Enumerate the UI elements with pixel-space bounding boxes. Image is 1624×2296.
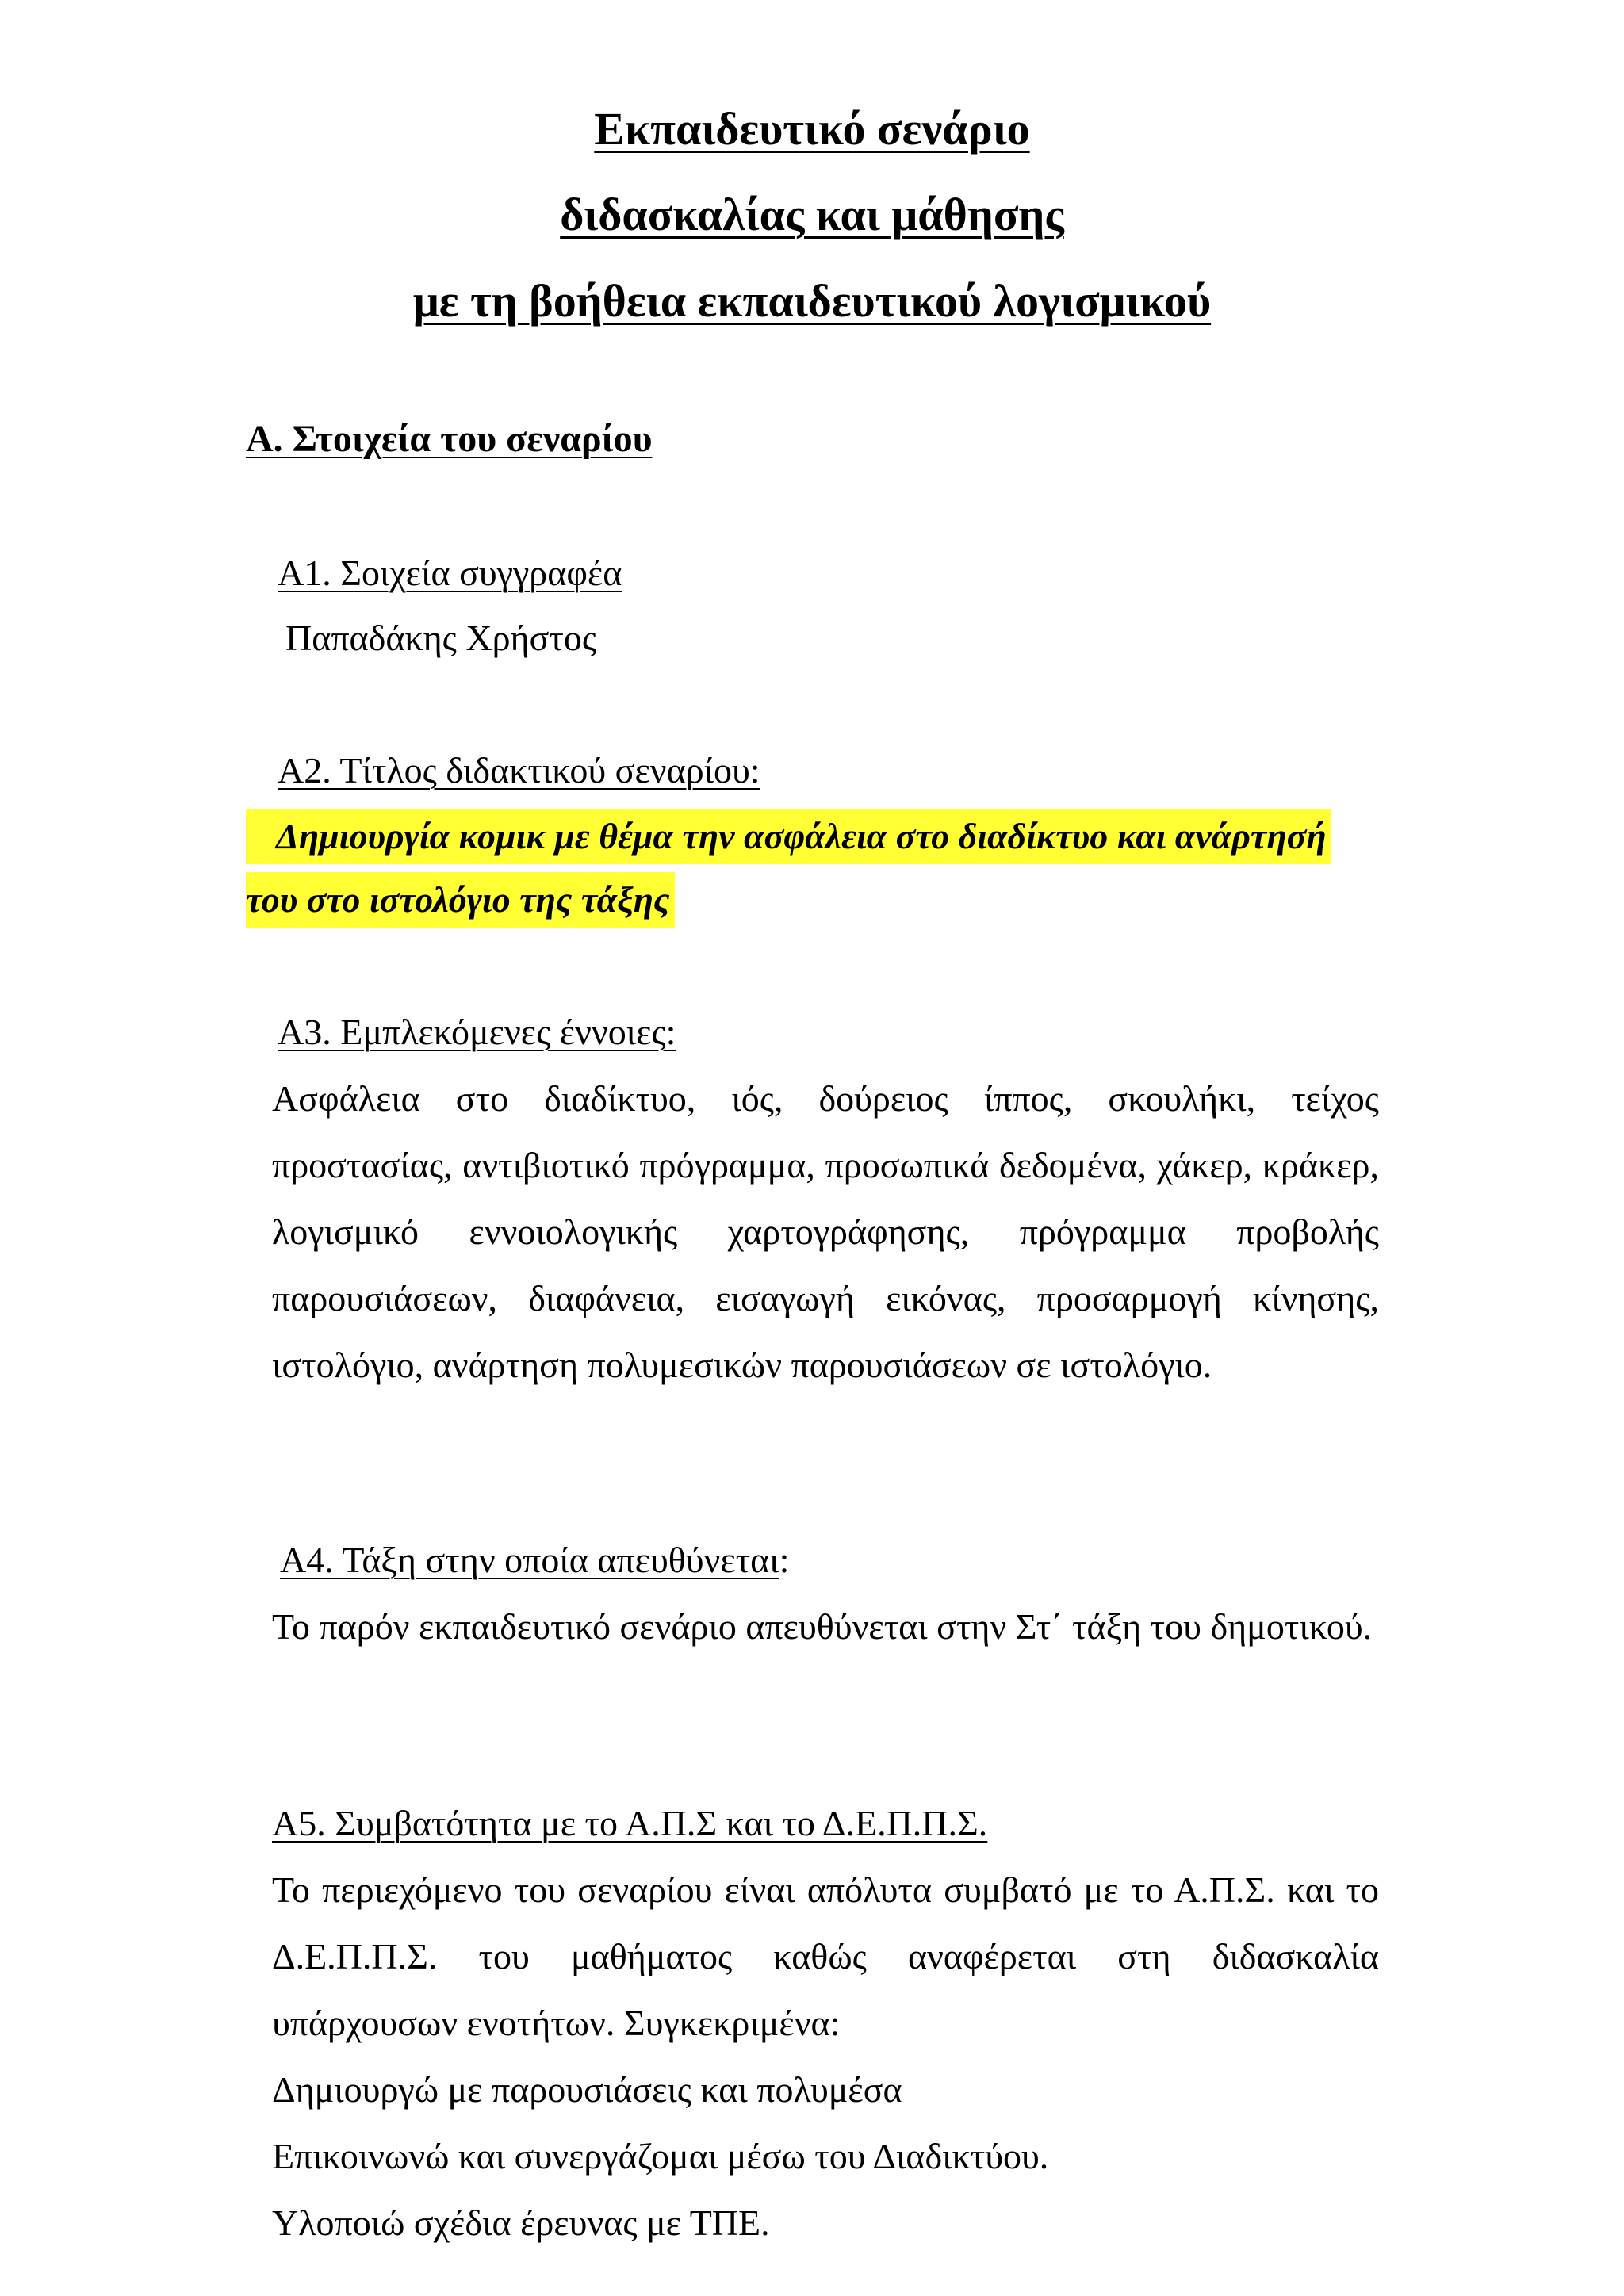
a4-class-paragraph: Το παρόν εκπαιδευτικό σενάριο απευθύνεται στην Στ΄ τάξη του δημοτικού. (272, 1606, 1373, 1647)
a5-heading: Α5. Συμβατότητα με το Α.Π.Σ και το Δ.Ε.Π.Π.Σ. (272, 1803, 988, 1843)
a1-heading: Α1. Σοιχεία συγγραφέα (278, 553, 622, 593)
document-title-line-3: με τη βοήθεια εκπαιδευτικού λογισμικού (412, 275, 1212, 327)
a5-paragraph: Το περιεχόμενο του σεναρίου είναι απόλυτα συμβατό με το Α.Π.Σ. και το Δ.Ε.Π.Π.Σ. του μαθήματος καθώς αναφέρεται στη διδασκαλία υπάρχουσων ενοτήτων. Συγκεκριμένα: (272, 1869, 1379, 2043)
a4-heading-suffix: : (779, 1540, 790, 1580)
a5-list-item: Υλοποιώ σχέδια έρευνας με ΤΠΕ. (272, 2202, 770, 2243)
a5-list-item: Δημιουργώ με παρουσιάσεις και πολυμέσα (272, 2069, 902, 2110)
a3-concepts-paragraph: Ασφάλεια στο διαδίκτυο, ιός, δούρειος ίππος, σκουλήκι, τείχος προστασίας, αντιβιοτικό πρόγραμμα, προσωπικά δεδομένα, χάκερ, κράκερ, λογισμικό εννοιολογικής χαρτογράφησης, πρόγραμμα προβολής παρουσιάσεων, διαφάνεια, εισαγωγή εικόνας, προσαρμογή κίνησης, ιστολόγιο, ανάρτηση πολυμεσικών παρουσιάσεων σε ιστολόγιο. (272, 1078, 1379, 1385)
a4-heading-line (280, 1538, 789, 1582)
a5-list-item: Επικοινωνώ και συνεργάζομαι μέσω του Διαδικτύου. (272, 2136, 1049, 2176)
section-a-heading: Α. Στοιχεία του σεναρίου (246, 418, 653, 460)
document-title-line-1: Εκπαιδευτικό σενάριο (594, 103, 1030, 155)
a4-heading: Α4. Τάξη στην οποία απευθύνεται (280, 1540, 779, 1580)
a2-scenario-title-line-2: του στο ιστολόγιο της τάξης (246, 872, 675, 928)
a3-heading: Α3. Εμπλεκόμενες έννοιες: (278, 1012, 676, 1052)
a1-author: Παπαδάκης Χρήστος (285, 618, 597, 658)
a2-scenario-title-line-1: Δημιουργία κομικ με θέμα την ασφάλεια στο διαδίκτυο και ανάρτησή (246, 809, 1331, 864)
document-title-line-2: διδασκαλίας και μάθησης (560, 189, 1064, 240)
a2-heading: Α2. Τίτλος διδακτικού σεναρίου: (278, 750, 760, 790)
